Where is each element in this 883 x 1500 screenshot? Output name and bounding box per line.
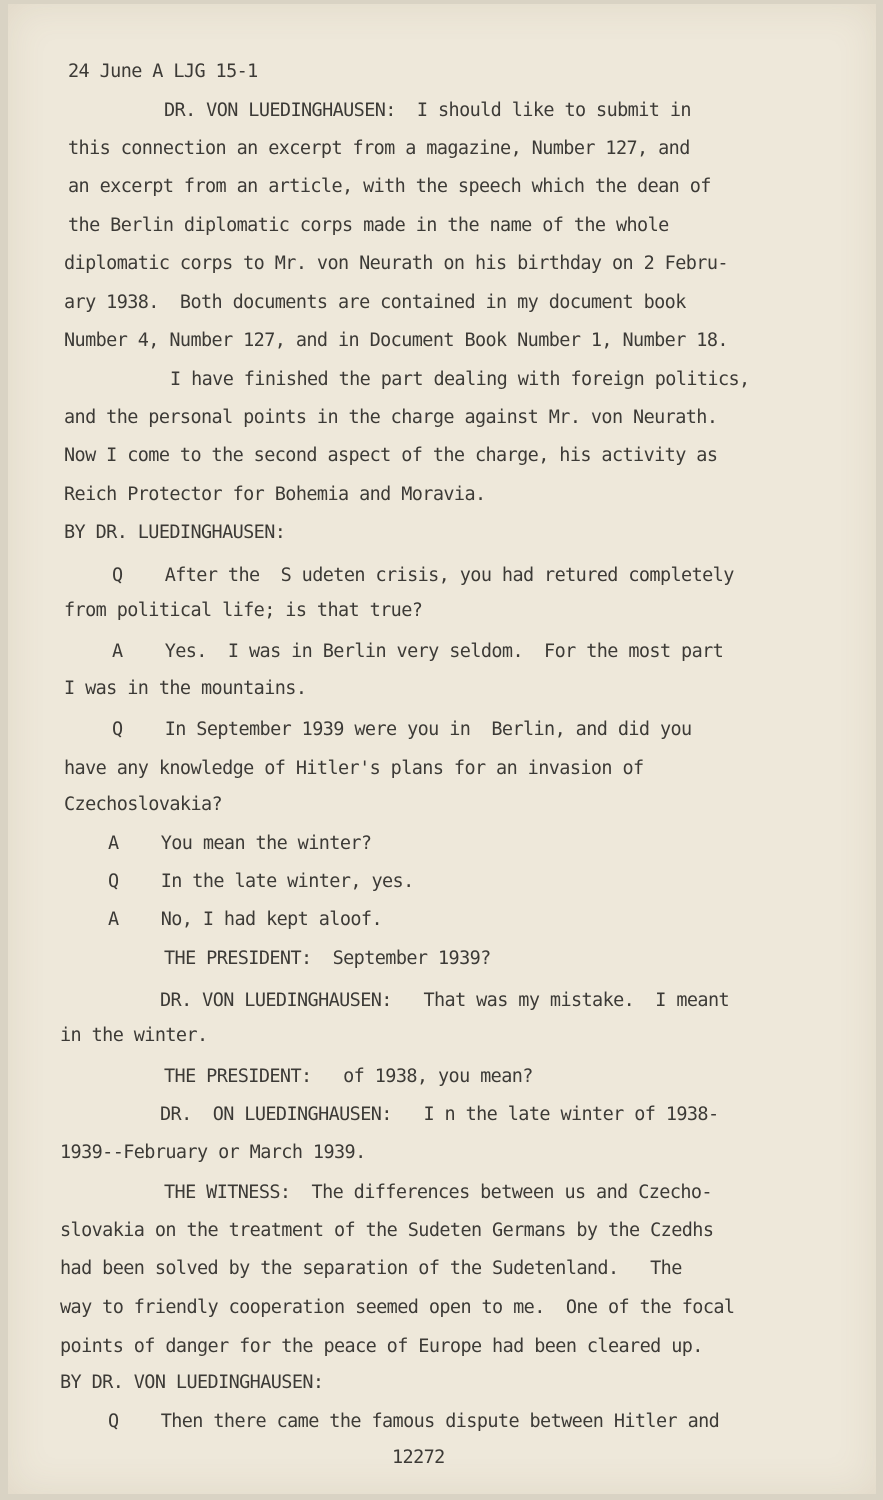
- text-line: ary 1938. Both documents are contained in my document book: [64, 292, 686, 313]
- text-line: points of danger for the peace of Europe had been cleared up.: [60, 1336, 703, 1357]
- text-line: have any knowledge of Hitler's plans for an invasion of: [64, 758, 644, 779]
- speaker-line: THE WITNESS: The differences between us and Czecho-: [164, 1182, 712, 1203]
- text-line: I was in the mountains.: [64, 678, 307, 699]
- text-line: DR. VON LUEDINGHAUSEN: I should like to submit in: [164, 100, 691, 121]
- text-line: and the personal points in the charge against Mr. von Neurath.: [64, 407, 718, 428]
- question-line: Q In the late winter, yes.: [108, 871, 414, 892]
- answer-line: A You mean the winter?: [108, 833, 372, 854]
- question-line: Q In September 1939 were you in Berlin, and did you: [112, 719, 692, 740]
- text-line: 1939--February or March 1939.: [60, 1142, 366, 1163]
- speaker-line: DR. VON LUEDINGHAUSEN: That was my mistake. I meant: [160, 990, 730, 1011]
- text-line: the Berlin diplomatic corps made in the name of the whole: [68, 215, 669, 236]
- speaker-line: THE PRESIDENT: of 1938, you mean?: [164, 1066, 533, 1087]
- speaker-line: DR. ON LUEDINGHAUSEN: I n the late winter of 1938-: [160, 1104, 719, 1125]
- question-line: Q After the S udeten crisis, you had retured completely: [112, 565, 734, 586]
- text-line: Number 4, Number 127, and in Document Book Number 1, Number 18.: [64, 330, 728, 351]
- text-line: an excerpt from an article, with the speech which the dean of: [68, 176, 711, 197]
- section-heading: BY DR. VON LUEDINGHAUSEN:: [60, 1372, 324, 1393]
- page-number: 12272: [392, 1447, 445, 1468]
- text-line: diplomatic corps to Mr. von Neurath on his birthday on 2 Febru-: [64, 253, 728, 274]
- text-line: slovakia on the treatment of the Sudeten Germans by the Czedhs: [60, 1220, 714, 1241]
- text-line: Now I come to the second aspect of the charge, his activity as: [64, 445, 718, 466]
- section-heading: BY DR. LUEDINGHAUSEN:: [64, 522, 286, 543]
- page-header: 24 June A LJG 15-1: [68, 61, 258, 82]
- text-line: way to friendly cooperation seemed open to me. One of the focal: [60, 1297, 735, 1318]
- text-line: Reich Protector for Bohemia and Moravia.: [64, 484, 486, 505]
- text-line: from political life; is that true?: [64, 600, 423, 621]
- answer-line: A Yes. I was in Berlin very seldom. For the most part: [112, 641, 724, 662]
- text-line: had been solved by the separation of the Sudetenland. The: [60, 1258, 682, 1279]
- text-line: I have finished the part dealing with foreign politics,: [170, 369, 750, 390]
- text-line: this connection an excerpt from a magazine, Number 127, and: [68, 138, 690, 159]
- question-line: Q Then there came the famous dispute between Hitler and: [108, 1411, 720, 1432]
- answer-line: A No, I had kept aloof.: [108, 909, 382, 930]
- text-line: Czechoslovakia?: [64, 794, 223, 815]
- text-line: in the winter.: [60, 1025, 208, 1046]
- speaker-line: THE PRESIDENT: September 1939?: [164, 948, 491, 969]
- document-page: [8, 4, 876, 1494]
